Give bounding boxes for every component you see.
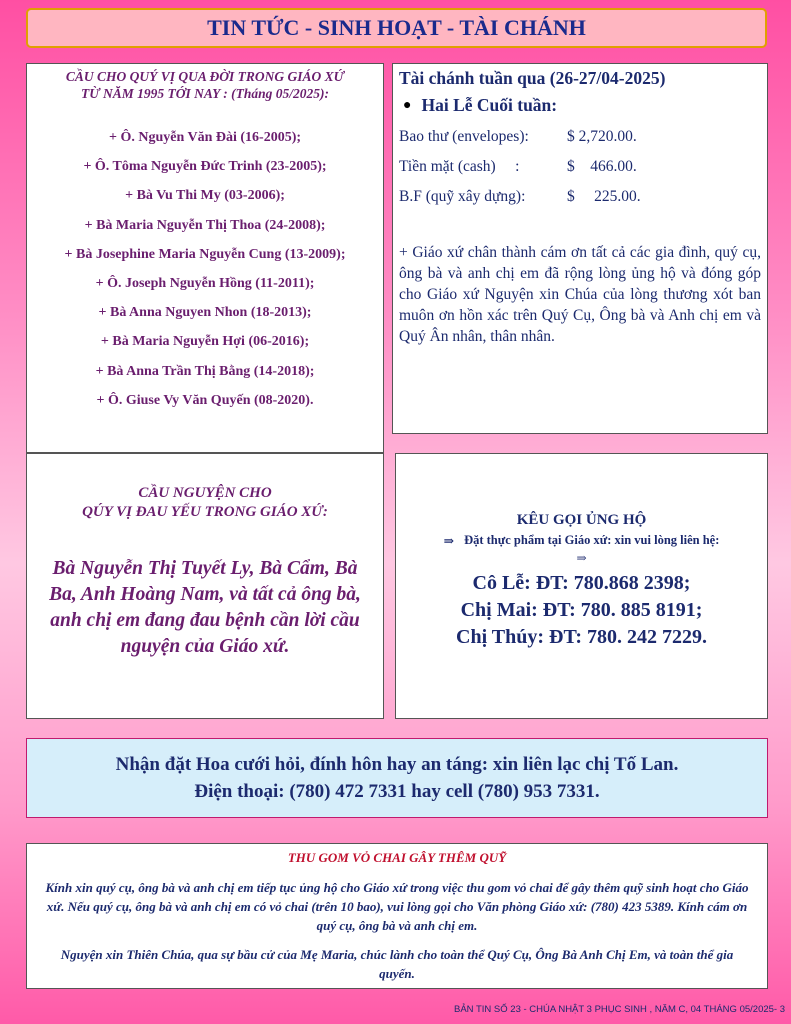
list-item: + Ô. Giuse Vy Văn Quyến (08-2020).: [96, 392, 314, 408]
bottles-paragraph-2: Nguyện xin Thiên Chúa, qua sự bầu cử của Mẹ Maria, chúc lành cho toàn thể Quý Cụ, Ông Bà Anh Chị Em, và toàn thể gia quyến.: [60, 947, 734, 981]
finance-row-value: $ 2,720.00.: [567, 128, 637, 145]
page-title-banner: [26, 8, 767, 48]
appeal-heading: KÊU GỌI ỦNG HỘ: [516, 512, 647, 528]
deceased-list: [35, 129, 375, 409]
list-item: + Ô. Joseph Nguyễn Hồng (11-2011);: [95, 275, 315, 291]
finance-row-label: Tiền mặt (cash) :: [399, 158, 520, 175]
flower-line2: Điện thoại: (780) 472 7331 hay cell (780) 953 7331.: [194, 781, 600, 802]
contact-mai: Chị Mai: ĐT: 780. 885 8191;: [460, 599, 703, 621]
bullet-icon: ●: [403, 97, 412, 113]
list-item: + Ô. Tôma Nguyễn Đức Trinh (23-2005);: [83, 159, 327, 175]
finance-title: Tài chánh tuần qua (26-27/04-2025): [399, 68, 666, 88]
flower-order-banner: [26, 738, 768, 818]
finance-subtitle: [399, 95, 761, 116]
sick-heading-line1: CẦU NGUYỆN CHO: [138, 485, 272, 501]
list-item: + Ô. Nguyễn Văn Đài (16-2005);: [108, 130, 302, 145]
arrow-right-icon: ⇒: [576, 551, 587, 565]
finance-row-value: $ 225.00.: [567, 188, 641, 205]
sick-prayer-section: [26, 453, 384, 719]
finance-row-envelopes: [399, 128, 761, 148]
deceased-section: [26, 63, 384, 453]
contact-thuy: Chị Thúy: ĐT: 780. 242 7229.: [456, 626, 707, 648]
finance-section: [392, 63, 768, 434]
page-footer: BẢN TIN SỐ 23 - CHÚA NHẬT 3 PHỤC SINH , NĂM C, 04 THÁNG 05/2025- 3: [453, 1004, 785, 1015]
list-item: + Bà Anna Nguyen Nhon (18-2013);: [98, 305, 312, 321]
finance-thanks: + Giáo xứ chân thành cám ơn tất cả các gia đình, quý cụ, ông bà và anh chị em đã rộng lòng ủng hộ và đóng góp cho Giáo xứ Nguyện xin Chúa của lòng thương xót ban muôn ơn hồn xác trên Quý Cụ, Ông bà và Anh chị em và Quý Ân nhân, thân nhân.: [399, 244, 761, 345]
finance-row-label: B.F (quỹ xây dựng):: [399, 188, 526, 205]
bottles-heading: THU GOM VỎ CHAI GÂY THÊM QUỸ: [287, 850, 507, 865]
flower-line1: Nhận đặt Hoa cưới hỏi, đính hôn hay an táng: xin liên lạc chị Tố Lan.: [115, 754, 679, 775]
list-item: + Bà Maria Nguyễn Thị Thoa (24-2008);: [84, 217, 326, 233]
appeal-section: [395, 453, 768, 719]
sick-heading-line2: QÚY VỊ ĐAU YẾU TRONG GIÁO XỨ:: [82, 504, 328, 520]
finance-subtitle-text: Hai Lễ Cuối tuần:: [421, 95, 558, 115]
contact-le: Cô Lễ: ĐT: 780.868 2398;: [472, 572, 691, 594]
list-item: + Bà Maria Nguyễn Hợi (06-2016);: [100, 334, 310, 350]
list-item: + Bà Josephine Maria Nguyễn Cung (13-2009);: [64, 246, 346, 262]
list-item: + Bà Anna Trần Thị Bằng (14-2018);: [95, 363, 315, 379]
deceased-heading-line1: CẦU CHO QUÝ VỊ QUA ĐỜI TRONG GIÁO XỨ: [65, 69, 345, 84]
list-item: + Bà Vu Thi My (03-2006);: [125, 188, 285, 204]
deceased-heading-line2: TỪ NĂM 1995 TỚI NAY : (Tháng 05/2025):: [80, 86, 330, 101]
sick-names: Bà Nguyễn Thị Tuyết Ly, Bà Cẩm, Bà Ba, Anh Hoàng Nam, và tất cả ông bà, anh chị em đang đau bệnh cần lời cầu nguyện của Giáo xứ.: [49, 558, 361, 657]
finance-row-cash: [399, 158, 761, 178]
appeal-subheading-text: Đặt thực phẩm tại Giáo xứ: xin vui lòng liên hệ:: [464, 533, 720, 547]
finance-row-value: $ 466.00.: [567, 158, 637, 175]
finance-row-label: Bao thư (envelopes):: [399, 128, 529, 145]
bottle-collection-section: [26, 843, 768, 989]
appeal-subheading: [396, 533, 767, 549]
page-title: TIN TỨC - SINH HOẠT - TÀI CHÁNH: [207, 15, 586, 40]
bottles-paragraph-1: Kính xin quý cụ, ông bà và anh chị em tiếp tục ủng hộ cho Giáo xứ trong việc thu gom vỏ chai để gây thêm quỹ sinh hoạt cho Giáo xứ. Nếu quý cụ, ông bà và anh chị em có vỏ chai (trên 10 bao), vui lòng gọi cho Văn phòng Giáo xứ: (780) 423 5389. Kính cám ơn quý cụ, ông bà và anh chị em.: [45, 880, 749, 933]
arrow-right-icon: ⇒: [443, 534, 455, 548]
finance-row-building-fund: [399, 188, 761, 208]
